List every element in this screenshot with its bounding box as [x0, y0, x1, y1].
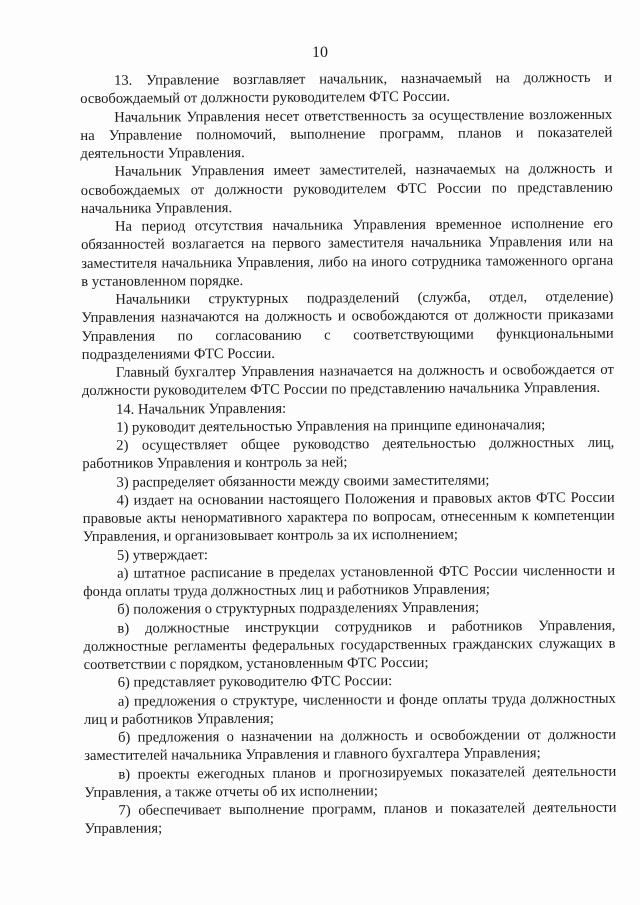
paragraph-14: 14. Начальник Управления: — [116, 400, 287, 418]
paragraph-absence: На период отсутствия начальника Управления временное исполнение его обязанностей возлагается на первого заместителя начальника Управления или на заместителя начальника Управления, либо на иного сотрудника таможенного органа в установленном порядке. — [81, 215, 614, 290]
list-item-3: 3) распределяет обязанности между своими заместителями; — [116, 472, 490, 491]
list-item-6c: в) проекты ежегодных планов и прогнозируемых показателей деятельности Управления, а также отчеты об их исполнении; — [84, 763, 617, 801]
list-item-6a: а) предложения о структуре, численности и фонде оплаты труда должностных лиц и работников Управления; — [83, 690, 616, 728]
list-item-1: 1) руководит деятельностью Управления на принципе единоначалия; — [116, 416, 546, 436]
paragraph-chief-accountant: Главный бухгалтер Управления назначается на должность и освобождается от должности руководителем ФТС России по представлению начальника Управления. — [81, 361, 614, 400]
paragraph-division-heads: Начальники структурных подразделений (служба, отдел, отделение) Управления назначаются на должность и освобождаются от должности приказами Управления по согласованию с соответствующими функциональными подразделениями ФТС России. — [81, 288, 614, 363]
paragraph-13: 13. Управление возглавляет начальник, назначаемый на должность и освобождаемый от должности руководителем ФТС России. — [80, 69, 613, 108]
list-item-5b: б) положения о структурных подразделениях Управления; — [117, 599, 480, 619]
list-item-5: 5) утверждает: — [116, 546, 208, 564]
paragraph-deputies: Начальник Управления имеет заместителей, назначаемых на должность и освобождаемых от должности руководителем ФТС России по представлению начальника Управления. — [80, 160, 613, 217]
paragraph-head-responsibility: Начальник Управления несет ответственность за осуществление возложенных на Управление полномочий, выполнение программ, планов и показателей деятельности Управления. — [80, 106, 613, 162]
document-body — [80, 69, 617, 839]
list-item-5c: в) должностные инструкции сотрудников и работников Управления, должностные регламенты федеральных государственных гражданских служащих в соответствии с порядком, установленным ФТС России; — [83, 617, 616, 673]
list-item-6: 6) представляет руководителю ФТС России: — [117, 673, 393, 692]
list-item-6b: б) предложения о назначении на должность и освобождении от должности заместителей начальника Управления и главного бухгалтера Управления; — [84, 726, 617, 765]
list-item-2: 2) осуществляет общее руководство деятельностью должностных лиц, работников Управления и контроль за ней; — [82, 434, 615, 473]
list-item-7: 7) обеспечивает выполнение программ, планов и показателей деятельности Управления; — [84, 799, 617, 838]
page-number: 10 — [312, 44, 328, 61]
list-item-5a: а) штатное расписание в пределах установленной ФТС России численности и фонда оплаты труда должностных лиц и работников Управления; — [83, 562, 616, 600]
list-item-4: 4) издает на основании настоящего Положения и правовых актов ФТС России правовые акты ненормативного характера по вопросам, отнесенным к компетенции Управления, и организовывает контроль за их исполнением; — [82, 489, 615, 546]
